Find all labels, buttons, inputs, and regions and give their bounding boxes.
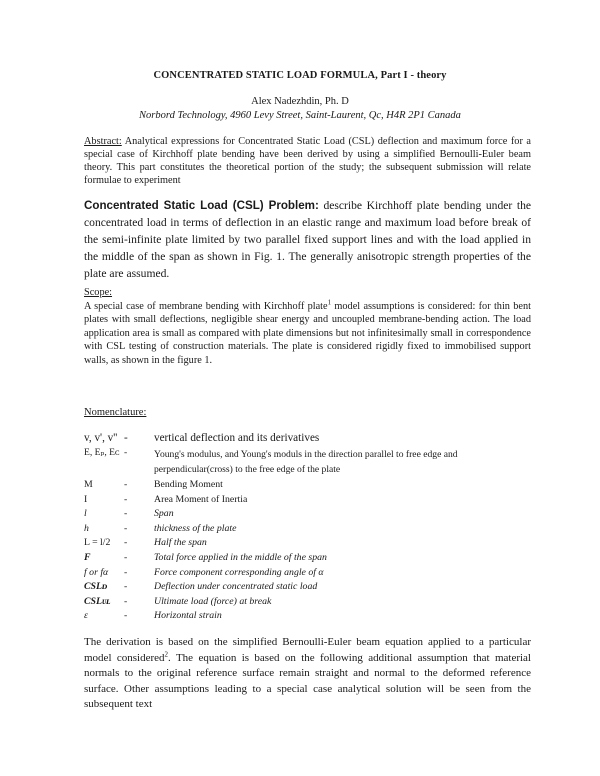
nomenclature-dash: - — [124, 551, 128, 563]
nomenclature-dash: - — [124, 595, 128, 607]
nomenclature-symbol: L = l/2 — [84, 537, 111, 549]
problem-text: describe Kirchhoff plate bending under the concentrated load in terms of deflection in an elastic range and maximum load before break of the semi-infinite plate limited by two parallel fixed support lines and with the load applied in the middle of the span as shown in Fig. 1. The generally anisotropic strength properties of the plate are assumed. — [84, 199, 532, 280]
nomenclature-list — [84, 432, 534, 625]
nomenclature-symbol: CSLᴜʟ — [84, 595, 111, 607]
nomenclature-symbol: M — [84, 479, 93, 490]
nomenclature-description: Force component corresponding angle of α — [154, 566, 324, 578]
nomenclature-description: Ultimate load (force) at break — [154, 595, 272, 607]
nomenclature-row — [84, 508, 534, 523]
nomenclature-heading: Nomenclature: — [84, 407, 147, 418]
nomenclature-symbol: f or fα — [84, 566, 109, 578]
nomenclature-description: thickness of the plate — [154, 522, 237, 534]
nomenclature-dash: - — [124, 432, 128, 444]
footnote-ref-1: 1 — [327, 298, 332, 307]
nomenclature-description: Total force applied in the middle of the span — [154, 551, 327, 563]
nomenclature-row — [84, 537, 534, 552]
nomenclature-dash: - — [124, 610, 128, 622]
nomenclature-dash: - — [124, 493, 128, 505]
nomenclature-description: Half the span — [154, 537, 207, 549]
nomenclature-description: Bending Moment — [154, 479, 223, 490]
abstract-label: Abstract: — [84, 136, 122, 147]
scope-heading: Scope: — [84, 287, 113, 298]
derivation-paragraph — [84, 635, 531, 713]
nomenclature-row — [84, 432, 534, 447]
paper-title: CONCENTRATED STATIC LOAD FORMULA, Part I - theory — [153, 70, 447, 81]
derivation-text-2: . The equation is based on the following additional assumption that material normals to the original reference surface remain straight and normal to the deformed reference surface. Other assumptions leading to a special case analytical solution will be seen from the subsequent text — [84, 651, 531, 711]
nomenclature-symbol: E, Eₚ, Eᴄ — [84, 447, 120, 458]
nomenclature-dash: - — [124, 508, 128, 520]
scope-text-1: A special case of membrane bending with Kirchhoff plate — [84, 301, 328, 312]
nomenclature-description: Young's modulus, and Young's moduls in the direction parallel to free edge and perpendicular(cross) to the free edge of the plate — [154, 449, 458, 475]
nomenclature-row — [84, 610, 534, 625]
nomenclature-row — [84, 552, 534, 567]
nomenclature-description: Horizontal strain — [154, 610, 222, 622]
nomenclature-dash: - — [124, 447, 128, 458]
author-name: Alex Nadezhdin, Ph. D — [251, 96, 349, 107]
nomenclature-symbol: l — [84, 508, 87, 520]
nomenclature-row — [84, 479, 534, 494]
nomenclature-symbol: F — [84, 551, 91, 563]
problem-paragraph — [84, 197, 531, 282]
nomenclature-dash: - — [124, 479, 128, 490]
scope-paragraph — [84, 300, 531, 367]
nomenclature-row — [84, 523, 534, 538]
problem-heading: Concentrated Static Load (CSL) Problem: — [84, 199, 319, 212]
nomenclature-description: Area Moment of Inertia — [154, 493, 248, 505]
nomenclature-row — [84, 596, 534, 611]
abstract-text: Analytical expressions for Concentrated Static Load (CSL) deflection and maximum force for a special case of Kirchhoff plate bending have been derived by using a simplified Bernoulli-Euler beam theory. This part constitutes the theoretical portion of the study; the subsequent submission will relate formulae to experiment — [84, 136, 531, 186]
nomenclature-dash: - — [124, 522, 128, 534]
nomenclature-dash: - — [124, 566, 128, 578]
nomenclature-row — [84, 447, 534, 479]
nomenclature-symbol: v, v', v'' — [84, 432, 118, 444]
abstract-paragraph — [84, 135, 531, 187]
nomenclature-dash: - — [124, 581, 128, 593]
nomenclature-description: vertical deflection and its derivatives — [154, 432, 320, 444]
nomenclature-symbol: ε — [84, 610, 88, 622]
nomenclature-dash: - — [124, 537, 128, 549]
author-affiliation: Norbord Technology, 4960 Levy Street, Saint-Laurent, Qc, H4R 2P1 Canada — [139, 110, 461, 121]
nomenclature-row — [84, 567, 534, 582]
footnote-ref-2: 2 — [164, 649, 169, 658]
nomenclature-symbol: CSLᴅ — [84, 581, 108, 593]
nomenclature-symbol: h — [84, 522, 89, 534]
scope-text-2: model assumptions is considered: for thin bent plates with small deflections, negligible shear energy and uncoupled membrane-bending action. The load application area is small as compared with plate dimensions but not infinitesimally small in correspondence with CSL testing of construction materials. The plate is considered rigidly fixed to immobilised support walls, as shown in the figure 1. — [84, 301, 531, 366]
nomenclature-symbol: I — [84, 493, 88, 505]
nomenclature-row — [84, 494, 534, 509]
derivation-text-1: The derivation is based on the simplified Bernoulli-Euler beam equation applied to a particular model considered — [84, 636, 531, 664]
nomenclature-description: Span — [154, 508, 174, 520]
nomenclature-description: Deflection under concentrated static load — [154, 581, 318, 593]
nomenclature-row — [84, 581, 534, 596]
